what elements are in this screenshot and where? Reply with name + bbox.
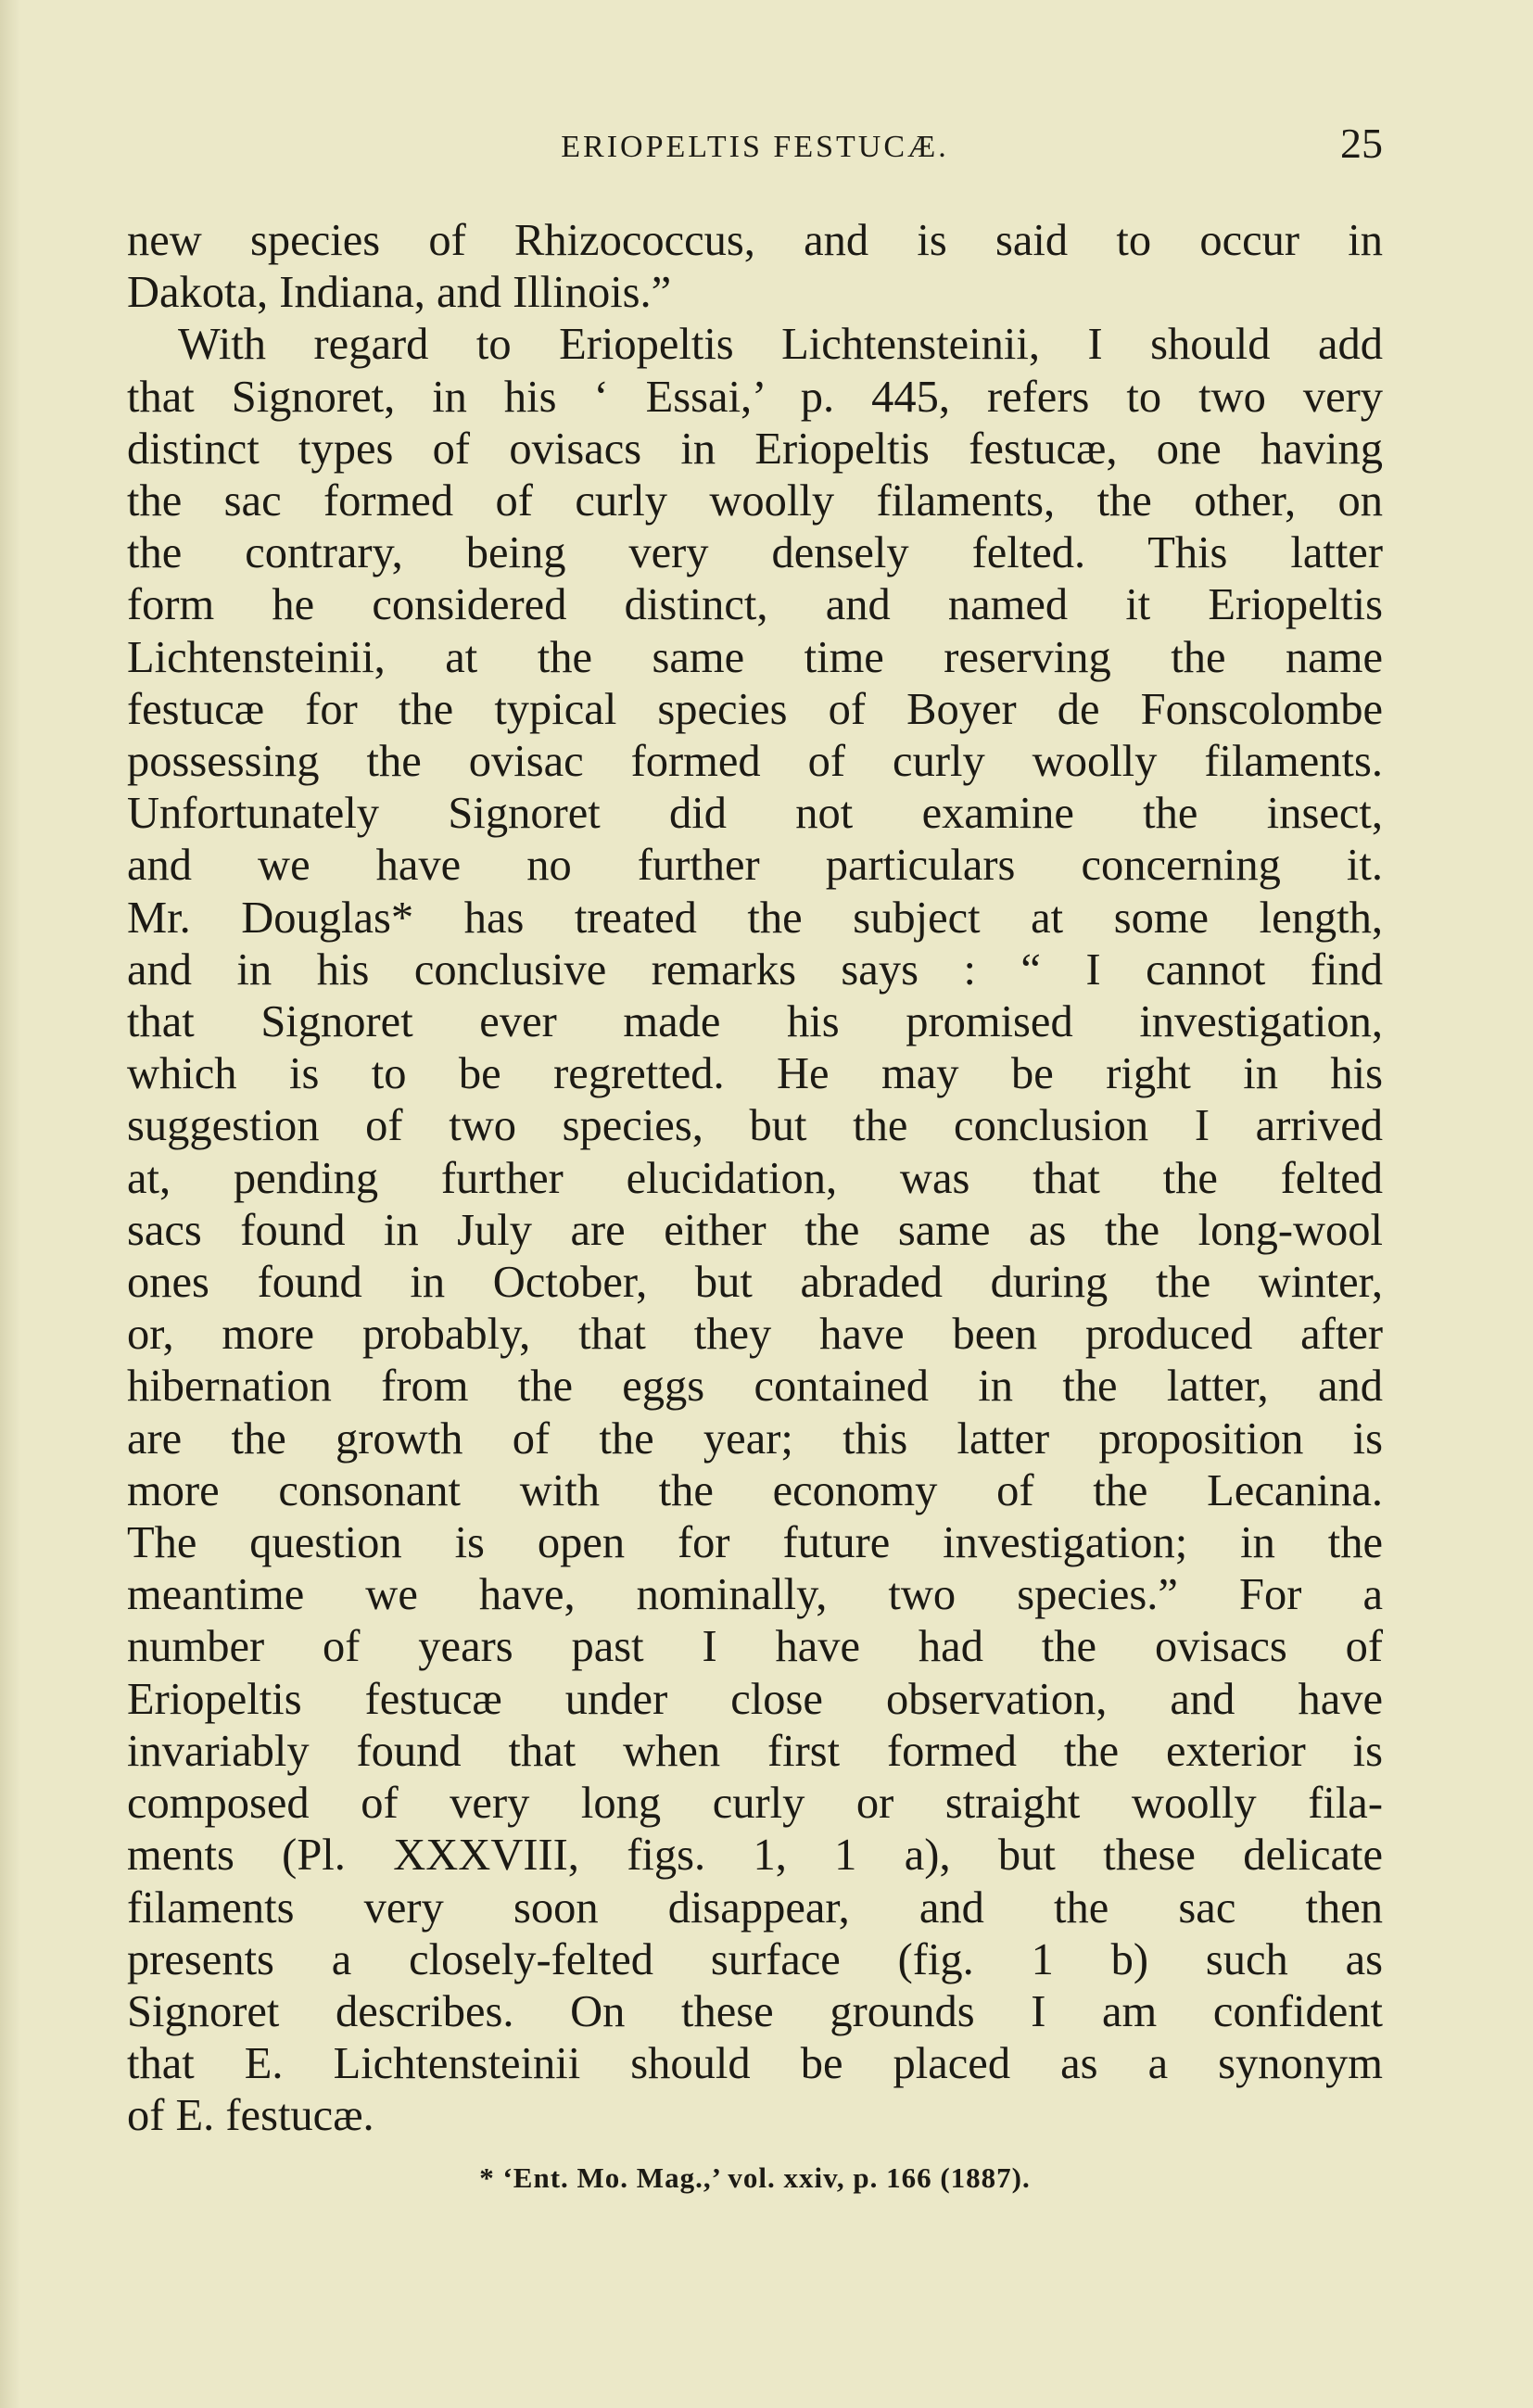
text-line: suggestion of two species, but the conclusion I arrived [127,1101,1383,1151]
page-header [127,119,1383,174]
text-line: hibernation from the eggs contained in the latter, and [127,1362,1383,1412]
text-line: which is to be regretted. He may be right in his [127,1049,1383,1099]
text-line: meantime we have, nominally, two species.” For a [127,1570,1383,1620]
text-line: number of years past I have had the ovisacs of [127,1622,1383,1672]
running-title: ERIOPELTIS FESTUCÆ. [561,130,949,164]
text-line: and we have no further particulars concerning it. [127,841,1383,891]
text-line: Signoret describes. On these grounds I am confident [127,1986,1383,2036]
text-line: Mr. Douglas* has treated the subject at some length, [127,893,1383,943]
text-line: Dakota, Indiana, and Illinois.” [127,268,672,318]
text-line: form he considered distinct, and named it Eriopeltis [127,580,1383,630]
text-line: new species of Rhizococcus, and is said to occur in [127,216,1383,265]
text-line: With regard to Eriopeltis Lichtensteinii, I should add [178,320,1383,370]
text-line: Lichtensteinii, at the same time reserving the name [127,632,1383,682]
text-line: and in his conclusive remarks says : “ I cannot find [127,944,1383,995]
body-text [127,215,1383,2143]
text-line: or, more probably, that they have been produced after [127,1310,1383,1360]
text-line: the sac formed of curly woolly filaments, the other, on [127,476,1383,526]
text-line: Eriopeltis festucæ under close observation, and have [127,1674,1383,1724]
text-line: of E. festucæ. [127,2091,374,2141]
text-line: The question is open for future investigation; in the [127,1518,1383,1568]
text-line: invariably found that when first formed the exterior is [127,1726,1383,1776]
text-line: that Signoret, in his ‘ Essai,’ p. 445, refers to two very [127,372,1383,422]
text-line: filaments very soon disappear, and the sac then [127,1882,1383,1933]
text-line: at, pending further elucidation, was that the felted [127,1153,1383,1203]
text-line: sacs found in July are either the same as the long-wool [127,1205,1383,1255]
text-line: the contrary, being very densely felted. This latter [127,528,1383,578]
text-line: composed of very long curly or straight woolly fila- [127,1779,1383,1829]
text-line: more consonant with the economy of the Lecanina. [127,1465,1383,1515]
text-line: distinct types of ovisacs in Eriopeltis festucæ, one having [127,424,1383,474]
text-line: presents a closely-felted surface (fig. 1 b) such as [127,1934,1383,1984]
text-line: ments (Pl. XXXVIII, figs. 1, 1 a), but these delicate [127,1831,1383,1881]
text-line: Unfortunately Signoret did not examine the insect, [127,789,1383,839]
page-edge [0,0,20,2408]
footnote: * ‘Ent. Mo. Mag.,’ vol. xxiv, p. 166 (1887). [479,2161,1031,2194]
text-line: that Signoret ever made his promised investigation, [127,997,1383,1047]
page-number: 25 [1340,120,1383,167]
text-line: that E. Lichtensteinii should be placed as a synonym [127,2039,1383,2089]
text-line: possessing the ovisac formed of curly woolly filaments. [127,737,1383,787]
text-line: ones found in October, but abraded during the winter, [127,1258,1383,1308]
text-line: festucæ for the typical species of Boyer de Fonscolombe [127,684,1383,734]
text-line: are the growth of the year; this latter proposition is [127,1413,1383,1464]
